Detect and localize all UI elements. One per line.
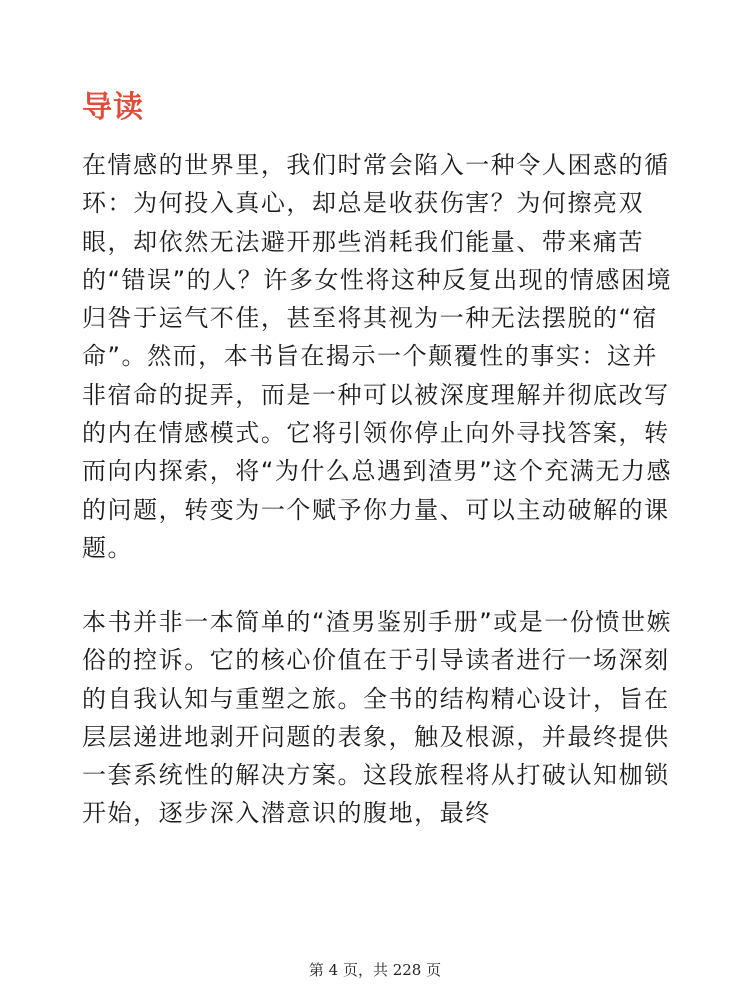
body-paragraph: 在情感的世界里，我们时常会陷入一种令人困惑的循环：为何投入真心，却总是收获伤害？为何擦亮双眼，却依然无法避开那些消耗我们能量、带来痛苦的“错误”的人？许多女性将这种反复出现的情感困境归咎于运气不佳，甚至将其视为一种无法摆脱的“宿命”。然而，本书旨在揭示一个颠覆性的事实：这并非宿命的捉弄，而是一种可以被深度理解并彻底改写的内在情感模式。它将引领你停止向外寻找答案，转而向内探索，将“为什么总遇到渣男”这个充满无力感的问题，转变为一个赋予你力量、可以主动破解的课题。 bbox=[82, 151, 673, 562]
body-paragraph: 本书并非一本简单的“渣男鉴别手册”或是一份愤世嫉俗的控诉。它的核心价值在于引导读者进行一场深刻的自我认知与重塑之旅。全书的结构精心设计，旨在层层递进地剥开问题的表象，触及根源，并最终提供一套系统性的解决方案。这段旅程将从打破认知枷锁开始，逐步深入潜意识的腹地，最终 bbox=[82, 608, 673, 828]
page-number: 第 4 页，共 228 页 bbox=[308, 961, 442, 979]
section-heading: 导读 bbox=[82, 90, 144, 125]
